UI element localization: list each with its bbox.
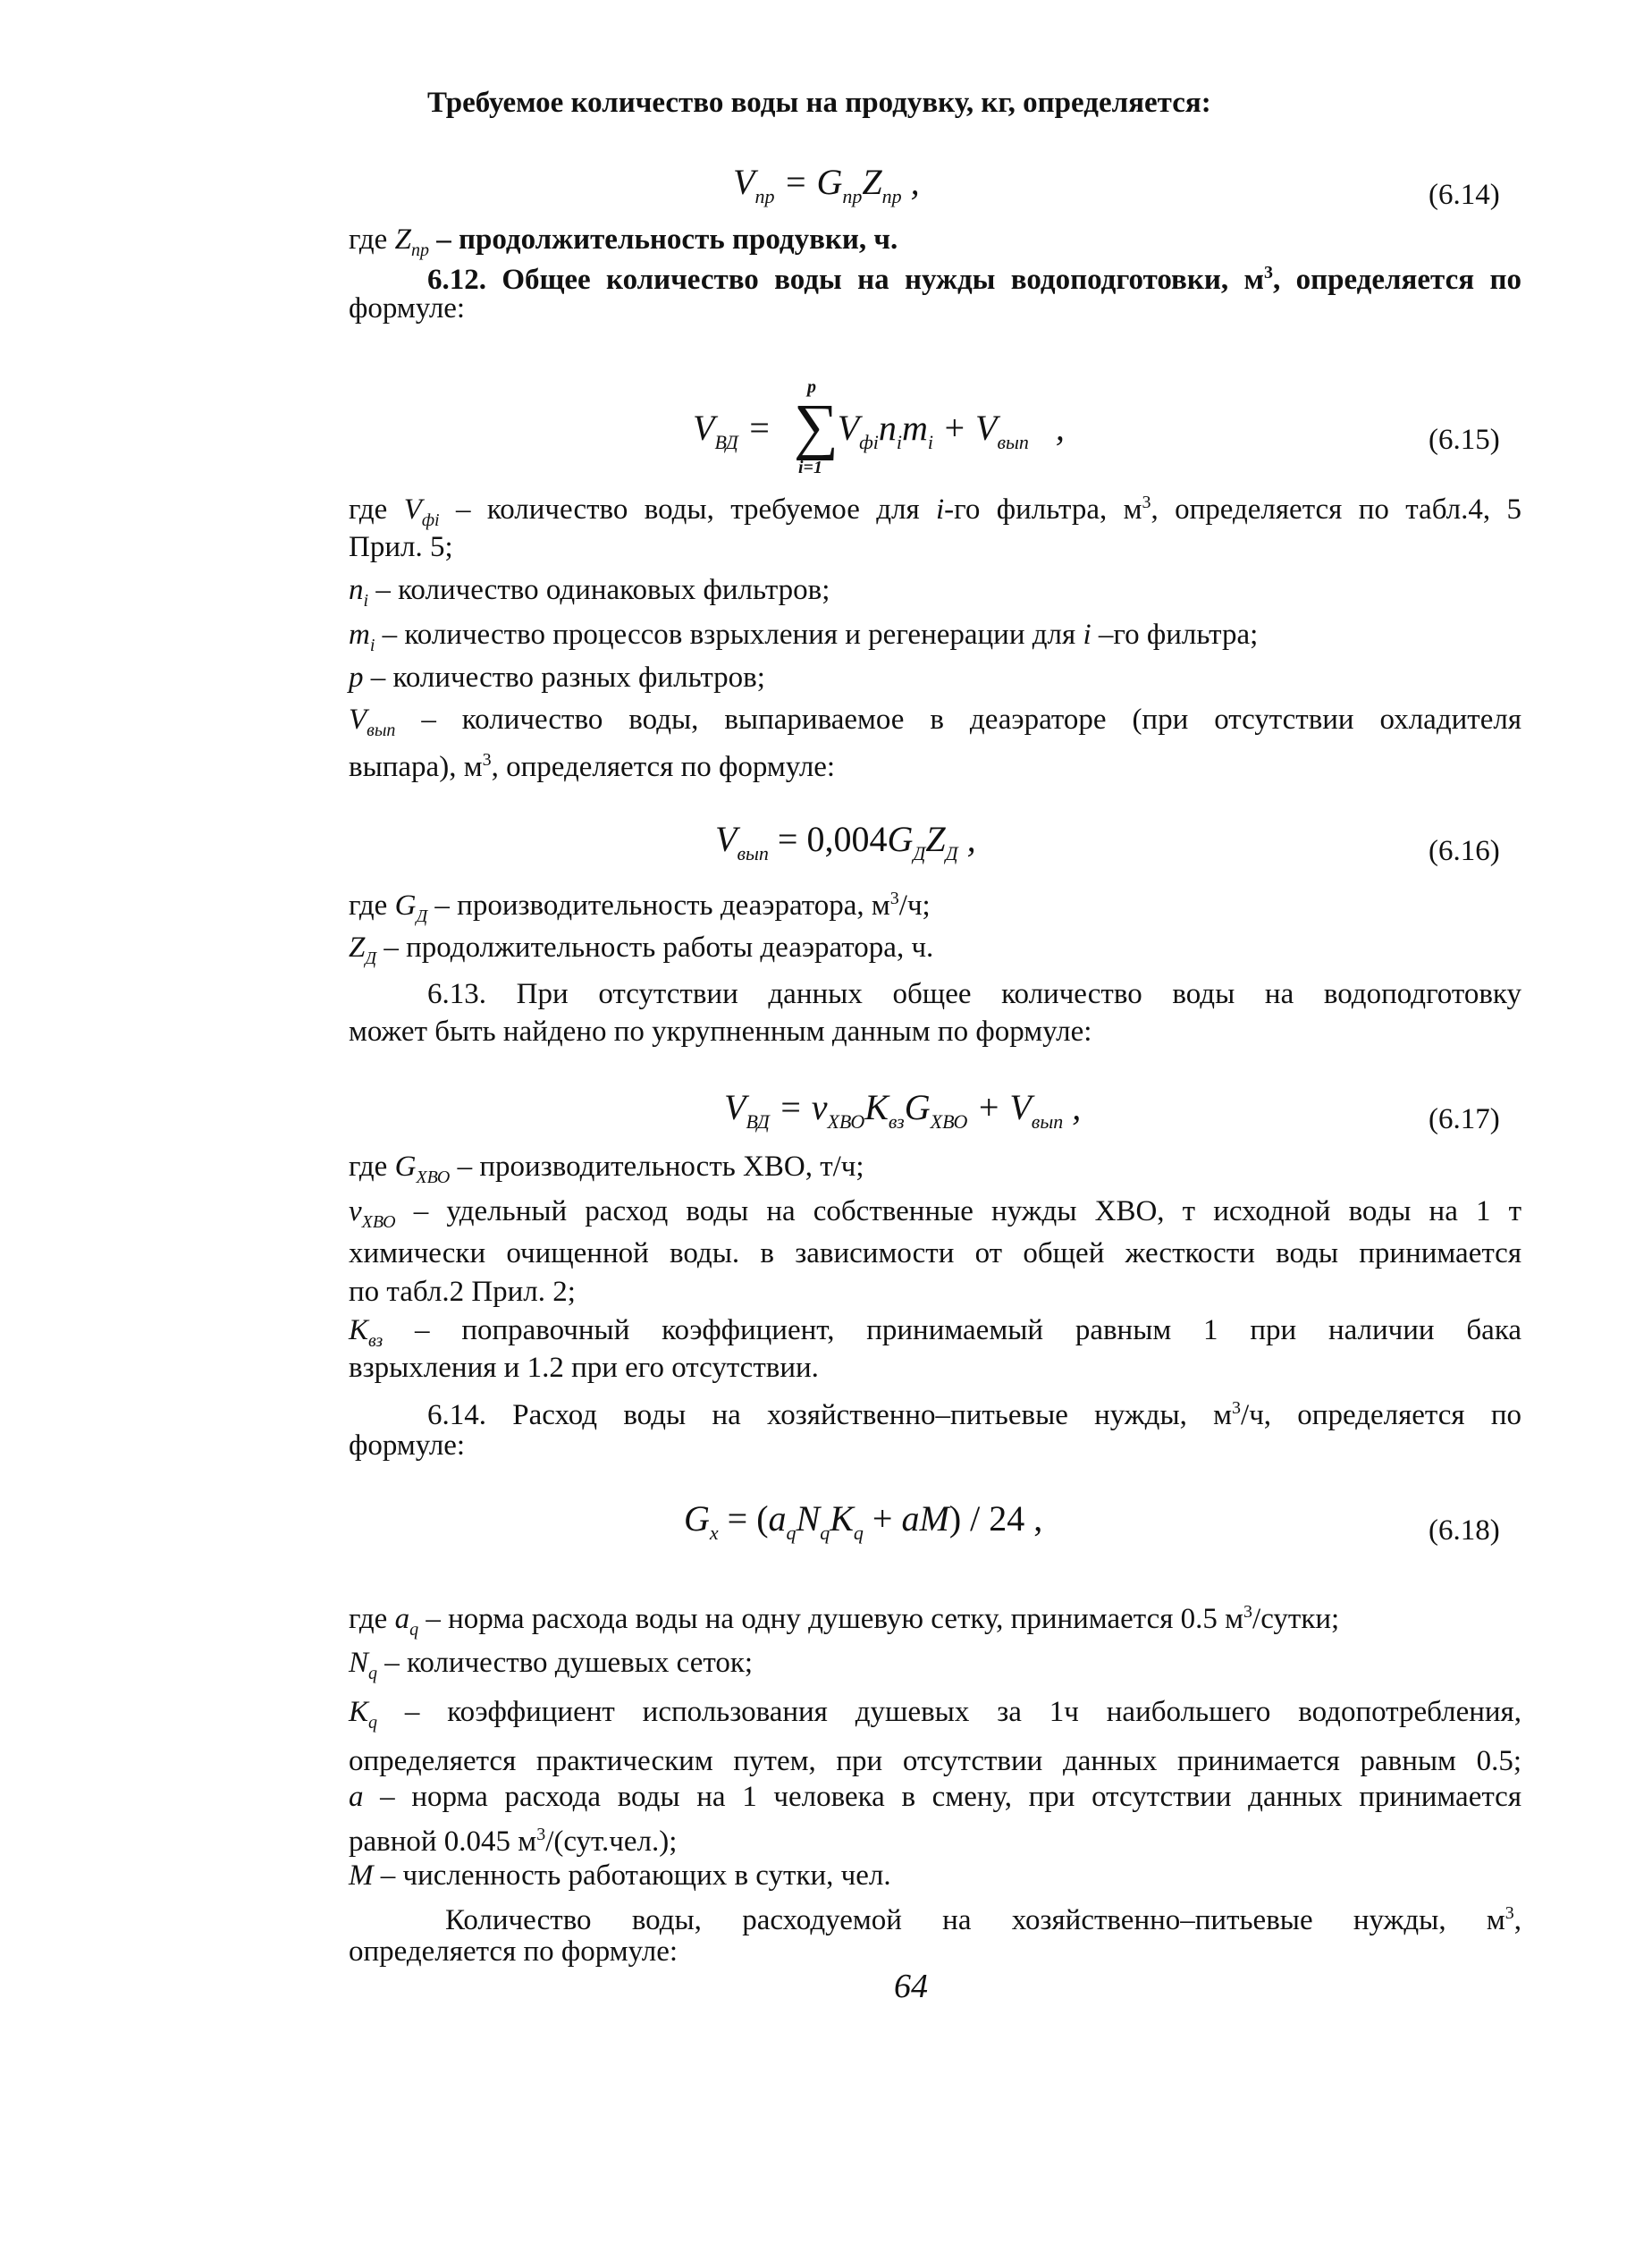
text-line: где $Z_{пр}$ – продолжительность продувки, ч.: [349, 223, 898, 260]
text-line: p – количество разных фильтров;: [349, 662, 765, 694]
text-line: химически очищенной воды. в зависимости от общей жесткости воды принимается: [349, 1237, 1521, 1269]
formula-6-14: $V_{пр} = G_{пр}Z_{пр}$ ,: [733, 162, 920, 207]
text-line: $K_q$ – коэффициент использования душевых за 1ч наибольшего водопотребления,: [349, 1696, 1521, 1733]
text-line: $N_q$ – количество душевых сеток;: [349, 1647, 754, 1683]
text-line: взрыхления и 1.2 при его отсутствии.: [349, 1352, 819, 1384]
heading-line: Требуемое количество воды на продувку, кг, определяется:: [427, 87, 1211, 119]
sum-sign: ∑: [794, 392, 839, 461]
text-line: формуле:: [349, 292, 466, 325]
text-line: $m_i$ – количество процессов взрыхления и регенерации для i –го фильтра;: [349, 619, 1259, 655]
sum-lower-limit: i=1: [798, 458, 822, 477]
text-line: где $V_{фi}$ – количество воды, требуемое для i-го фильтра, $м^3$, определяется по табл.4, 5: [349, 493, 1521, 530]
page-number: 64: [894, 1968, 928, 2005]
text-line: может быть найдено по укрупненным данным по формуле:: [349, 1016, 1092, 1048]
eqnum-6-17: (6.17): [1429, 1103, 1500, 1135]
text-line: Количество воды, расходуемой на хозяйственно–питьевые нужды, $м^3$,: [445, 1903, 1521, 1936]
text-line: формуле:: [349, 1429, 466, 1462]
text-line: $K_{вз}$ – поправочный коэффициент, принимаемый равным 1 при наличии бака: [349, 1314, 1521, 1351]
text-line: $V_{вып}$ – количество воды, выпариваемое в деаэраторе (при отсутствии охладителя: [349, 704, 1521, 740]
text-line: $n_i$ – количество одинаковых фильтров;: [349, 574, 830, 611]
text-line: равной 0.045 $м^3/(сут.чел.)$;: [349, 1825, 678, 1858]
formula-6-16: $V_{вып} = 0,004G_ДZ_Д$ ,: [715, 819, 976, 864]
text-line: 6.14. Расход воды на хозяйственно–питьевые нужды, $м^3/ч$, определяется по: [427, 1398, 1521, 1431]
text-line: $Z_Д$ – продолжительность работы деаэратора, ч.: [349, 932, 934, 968]
eqnum-6-14: (6.14): [1429, 179, 1500, 211]
eqnum-6-18: (6.18): [1429, 1514, 1500, 1547]
text-line: 6.13. При отсутствии данных общее количество воды на водоподготовку: [427, 978, 1521, 1010]
formula-6-17: $V_{ВД} = v_{ХВО}K_{вз}G_{ХВО} + V_{вып}$ ,: [724, 1087, 1082, 1133]
text-line: Прил. 5;: [349, 531, 453, 563]
eqnum-6-15: (6.15): [1429, 424, 1500, 456]
formula-6-18: $G_x = (a_qN_qK_q + aM) / 24$ ,: [684, 1498, 1043, 1544]
text-line: выпара), $м^3$, определяется по формуле:: [349, 750, 836, 783]
text-line: M – численность работающих в сутки, чел.: [349, 1859, 891, 1892]
text-line: где $G_{ХВО}$ – производительность ХВО, т/ч;: [349, 1151, 864, 1187]
text-line: определяется по формуле:: [349, 1935, 678, 1968]
text-line: определяется практическим путем, при отсутствии данных принимается равным 0.5;: [349, 1745, 1521, 1777]
text-line: 6.12. Общее количество воды на нужды водоподготовки, $м^3$, определяется по: [427, 263, 1522, 296]
text-line: где $a_q$ – норма расхода воды на одну душевую сетку, принимается 0.5 $м^3$/сутки;: [349, 1602, 1340, 1640]
eqnum-6-16: (6.16): [1429, 835, 1500, 867]
text-line: a – норма расхода воды на 1 человека в смену, при отсутствии данных принимается: [349, 1781, 1521, 1813]
formula-6-15: $V_{ВД} = V_{фi}n_im_i + V_{вып}$ ,: [693, 408, 1065, 453]
text-line: по табл.2 Прил. 2;: [349, 1276, 576, 1308]
text-line: $v_{ХВО}$ – удельный расход воды на собственные нужды ХВО, т исходной воды на 1 т: [349, 1195, 1521, 1232]
text-line: где $G_Д$ – производительность деаэратора, $м^3/ч$;: [349, 889, 931, 926]
sum-upper-limit: p: [807, 377, 816, 397]
